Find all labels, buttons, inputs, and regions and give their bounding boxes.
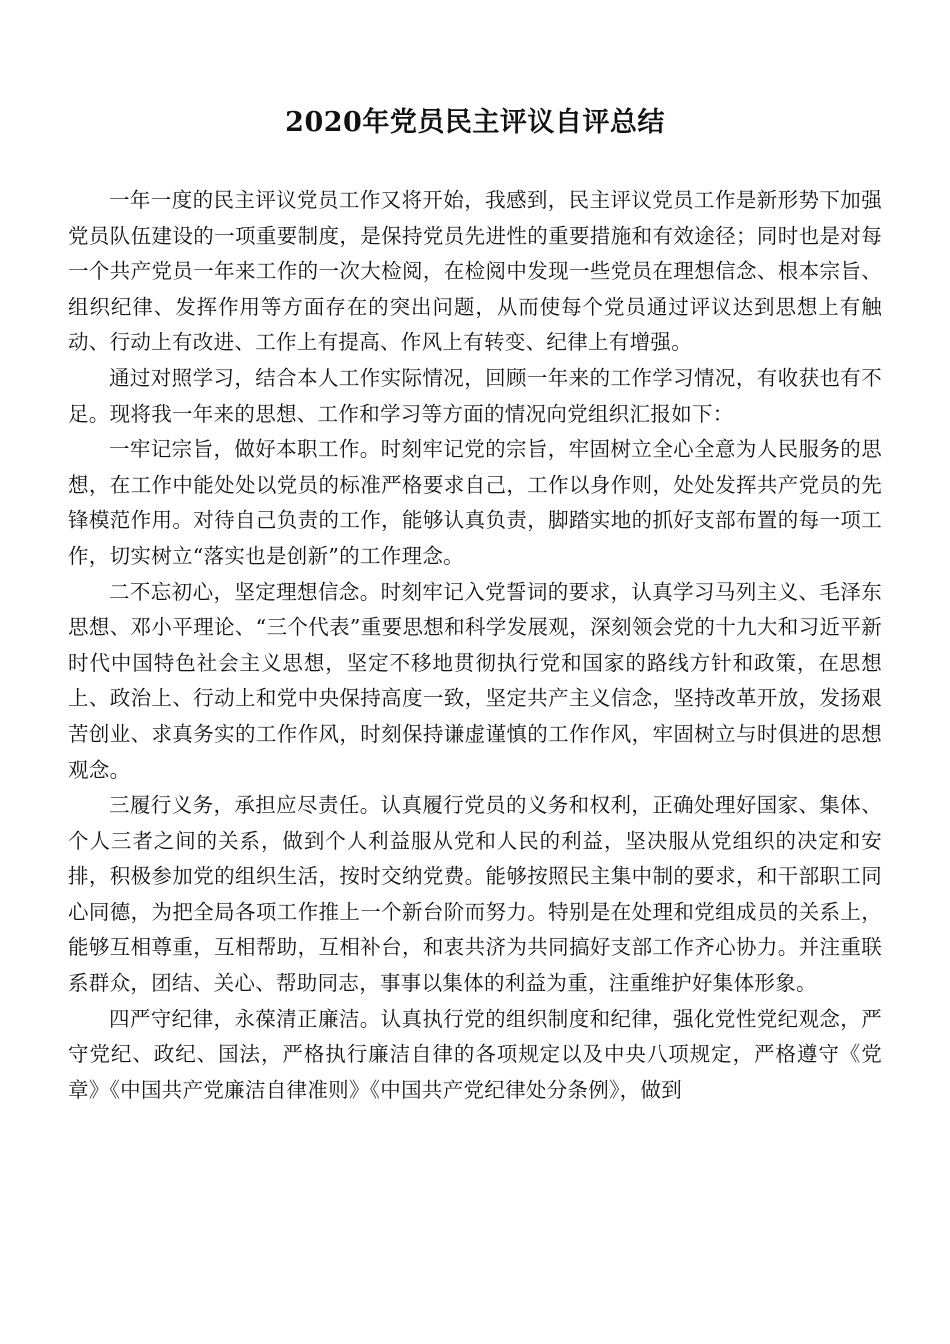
- paragraph-section-3: 三履行义务，承担应尽责任。认真履行党员的义务和权利，正确处理好国家、集体、个人三者之间的关系，做到个人利益服从党和人民的利益，坚决服从党组织的决定和安排，积极参加党的组织生活，按时交纳党费。能够按照民主集中制的要求，和干部职工同心同德，为把全局各项工作推上一个新台阶而努力。特别是在处理和党组成员的关系上，能够互相尊重，互相帮助，互相补台，和衷共济为共同搞好支部工作齐心协力。并注重联系群众，团结、关心、帮助同志，事事以集体的利益为重，注重维护好集体形象。: [68, 793, 882, 996]
- paragraph-section-4: 四严守纪律，永葆清正廉洁。认真执行党的组织制度和纪律，强化党性党纪观念，严守党纪、政纪、国法，严格执行廉洁自律的各项规定以及中央八项规定，严格遵守《党章》《中国共产党廉洁自律准则》《中国共产党纪律处分条例》，做到: [68, 1006, 882, 1102]
- document-body: [68, 183, 882, 1108]
- document-title: 2020年党员民主评议自评总结: [285, 107, 665, 138]
- paragraph-review: 通过对照学习，结合本人工作实际情况，回顾一年来的工作学习情况，有收获也有不足。现将我一年来的思想、工作和学习等方面的情况向党组织汇报如下：: [68, 365, 882, 426]
- paragraph-section-1: 一牢记宗旨，做好本职工作。时刻牢记党的宗旨，牢固树立全心全意为人民服务的思想，在工作中能处处以党员的标准严格要求自己，工作以身作则，处处发挥共产党员的先锋模范作用。对待自己负责的工作，能够认真负责，脚踏实地的抓好支部布置的每一项工作，切实树立“落实也是创新”的工作理念。: [68, 437, 882, 568]
- paragraph-intro: 一年一度的民主评议党员工作又将开始，我感到，民主评议党员工作是新形势下加强党员队伍建设的一项重要制度，是保持党员先进性的重要措施和有效途径；同时也是对每一个共产党员一年来工作的一次大检阅，在检阅中发现一些党员在理想信念、根本宗旨、组织纪律、发挥作用等方面存在的突出问题，从而使每个党员通过评议达到思想上有触动、行动上有改进、工作上有提高、作风上有转变、纪律上有增强。: [68, 188, 882, 355]
- paragraph-section-2: 二不忘初心，坚定理想信念。时刻牢记入党誓词的要求，认真学习马列主义、毛泽东思想、邓小平理论、“三个代表”重要思想和科学发展观，深刻领会党的十九大和习近平新时代中国特色社会主义思想，坚定不移地贯彻执行党和国家的路线方针和政策，在思想上、政治上、行动上和党中央保持高度一致，坚定共产主义信念，坚持改革开放，发扬艰苦创业、求真务实的工作作风，时刻保持谦虚谨慎的工作作风，牢固树立与时俱进的思想观念。: [68, 579, 882, 782]
